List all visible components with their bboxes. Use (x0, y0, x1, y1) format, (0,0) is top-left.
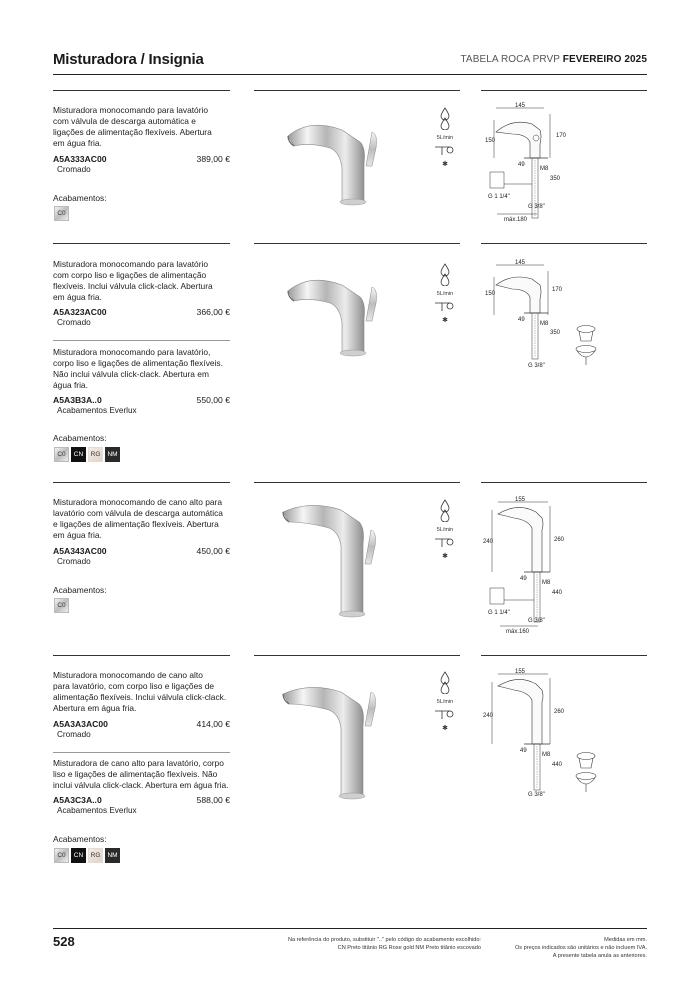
dim-body-diameter: 49 (520, 576, 527, 582)
faucet-image (275, 680, 390, 802)
cold-water-start-icon (430, 297, 460, 325)
product-divider (53, 752, 230, 753)
dim-hose-length: 350 (550, 176, 561, 182)
product-price: 389,00 € (196, 154, 230, 164)
product-finish: Cromado (57, 730, 91, 739)
product-ref: A5A3B3A..0 (53, 395, 102, 405)
dim-height-spout: 240 (482, 713, 494, 719)
water-drop-icon (430, 670, 460, 694)
product-finish: Acabamentos Everlux (57, 806, 137, 815)
dim-body-diameter: 49 (518, 162, 525, 168)
product-ref: A5A3A3AC00 (53, 719, 108, 729)
faucet-image (280, 108, 390, 208)
water-flow-icon-group (430, 498, 460, 566)
dim-spout-length: 155 (514, 497, 526, 503)
product-ref: A5A333AC00 (53, 154, 107, 164)
technical-drawing (482, 496, 602, 636)
dim-height-total: 260 (554, 537, 565, 543)
section-divider (254, 482, 460, 483)
footer-finish-note (221, 936, 481, 952)
finishes-label: Acabamentos: (53, 193, 107, 203)
cold-water-start-icon (430, 141, 460, 169)
dim-hose-length: 440 (552, 590, 563, 596)
dim-thread: M8 (542, 752, 551, 758)
dim-height-spout: 150 (484, 291, 496, 297)
footer-note-line: Medidas em mm. (604, 937, 647, 943)
water-drop-icon (430, 498, 460, 522)
product-price: 550,00 € (196, 395, 230, 405)
faucet-image (275, 498, 390, 620)
product-description: Misturadora monocomando de cano alto para lavatório com válvula de descarga automática e ligações de alimentação flexíveis. Abertura em água fria. (53, 497, 223, 540)
svg-text:✱: ✱ (442, 725, 448, 732)
dim-thread: M8 (542, 580, 551, 586)
footer-note-line: CN Preto titânio RG Rose gold NM Preto titânio escovado (337, 945, 481, 951)
product-ref: A5A3C3A..0 (53, 795, 102, 805)
product-price: 366,00 € (196, 307, 230, 317)
technical-drawing (482, 257, 602, 369)
dim-inlet-thread: G 3/8" (528, 204, 545, 210)
finishes-label: Acabamentos: (53, 834, 107, 844)
section-divider (254, 90, 460, 91)
section-divider (481, 90, 647, 91)
finish-swatch-rg: RG (88, 848, 103, 863)
product-finish: Cromado (57, 165, 91, 174)
water-drop-icon (430, 106, 460, 130)
finish-swatch-c0: C0 (54, 206, 69, 221)
product-finish: Cromado (57, 318, 91, 327)
flow-rate-label: 5L/min (436, 527, 454, 533)
section-divider (53, 90, 230, 91)
page-title: Misturadora / Insignia (53, 51, 204, 68)
dim-body-diameter: 49 (518, 317, 525, 323)
dim-waste-thread: G 1 1/4" (488, 610, 510, 616)
section-divider (53, 655, 230, 656)
product-price: 414,00 € (196, 719, 230, 729)
finishes-label: Acabamentos: (53, 585, 107, 595)
footer-note-line: Na referência do produto, substituir ".." pelo código do acabamento escolhido: (287, 937, 481, 943)
finishes-label: Acabamentos: (53, 433, 107, 443)
product-finish: Acabamentos Everlux (57, 406, 137, 415)
technical-drawing (482, 100, 602, 228)
product-price: 588,00 € (196, 795, 230, 805)
header-catalog-date: FEVEREIRO 2025 (562, 54, 647, 65)
finish-swatch-nm: NM (105, 848, 120, 863)
footer-note-line: A presente tabela anula as anteriores. (552, 953, 647, 959)
dim-waste-thread: G 1 1/4" (488, 194, 510, 200)
dim-spout-length: 145 (514, 103, 526, 109)
dim-spout-length: 145 (514, 260, 526, 266)
product-ref: A5A343AC00 (53, 546, 107, 556)
finish-swatch-rg: RG (88, 447, 103, 462)
dim-height-total: 170 (556, 133, 567, 139)
dim-height-spout: 150 (484, 138, 496, 144)
section-divider (53, 243, 230, 244)
flow-rate-label: 5L/min (436, 135, 454, 141)
dim-max-thickness: máx.180 (504, 217, 528, 223)
dim-body-diameter: 49 (520, 748, 527, 754)
water-drop-icon (430, 262, 460, 286)
finish-swatch-c0: C0 (54, 447, 69, 462)
cold-water-start-icon (430, 533, 460, 561)
svg-text:✱: ✱ (442, 161, 448, 168)
section-divider (481, 243, 647, 244)
section-divider (481, 482, 647, 483)
dim-hose-length: 440 (552, 762, 563, 768)
footer-legal-note (477, 936, 647, 960)
water-flow-icon-group (430, 670, 460, 738)
section-divider (254, 243, 460, 244)
page-number: 528 (53, 934, 75, 949)
water-flow-icon-group (430, 262, 460, 330)
footer-divider (53, 928, 647, 929)
flow-rate-label: 5L/min (436, 699, 454, 705)
product-description: Misturadora monocomando de cano alto para lavatório, com corpo liso e ligações de alimentação flexíveis. Inclui válvula click-clack. Abertura em água fria. (53, 670, 227, 713)
product-finish: Cromado (57, 557, 91, 566)
product-description: Misturadora monocomando para lavatório, corpo liso e ligações de alimentação flexíveis. Não inclui válvula click-clack. Abertura em água fria. (53, 347, 223, 390)
click-clack-valve-drawing (576, 753, 596, 793)
dim-hose-length: 350 (550, 330, 561, 336)
finish-swatch-nm: NM (105, 447, 120, 462)
dim-height-spout: 240 (482, 539, 494, 545)
technical-drawing (482, 668, 602, 800)
dim-inlet-thread: G 3/8" (528, 618, 545, 624)
product-description: Misturadora de cano alto para lavatório, corpo liso e ligações de alimentação flexíveis. Não inclui válvula click-clack. Abertura em água fria. (53, 758, 229, 790)
finish-swatch-cn: CN (71, 848, 86, 863)
dim-height-total: 260 (554, 709, 565, 715)
product-ref: A5A323AC00 (53, 307, 107, 317)
finish-swatch-c0: C0 (54, 598, 69, 613)
faucet-image (280, 265, 390, 360)
product-description: Misturadora monocomando para lavatório com corpo liso e ligações de alimentação flexíveis. Inclui válvula click-clack. Abertura em água fria. (53, 259, 213, 302)
finish-swatch-c0: C0 (54, 848, 69, 863)
dim-max-thickness: máx.160 (506, 629, 530, 635)
section-divider (254, 655, 460, 656)
svg-text:✱: ✱ (442, 553, 448, 560)
finish-swatch-cn: CN (71, 447, 86, 462)
svg-text:✱: ✱ (442, 317, 448, 324)
cold-water-start-icon (430, 705, 460, 733)
footer-note-line: Os preços indicados são unitários e não incluem IVA. (514, 945, 647, 951)
product-description: Misturadora monocomando para lavatório com válvula de descarga automática e ligações de alimentação flexíveis. Abertura em água fria. (53, 105, 212, 148)
header-catalog-prefix: TABELA ROCA PRVP (460, 54, 560, 65)
dim-thread: M8 (540, 321, 549, 327)
product-divider (53, 340, 230, 341)
click-clack-valve-drawing (576, 326, 596, 366)
section-divider (481, 655, 647, 656)
section-divider (53, 482, 230, 483)
dim-thread: M8 (540, 166, 549, 172)
flow-rate-label: 5L/min (436, 291, 454, 297)
product-price: 450,00 € (196, 546, 230, 556)
header-catalog-label (460, 54, 647, 65)
water-flow-icon-group (430, 106, 460, 174)
dim-height-total: 170 (552, 287, 563, 293)
header-divider (53, 74, 647, 75)
dim-inlet-thread: G 3/8" (528, 363, 545, 369)
dim-inlet-thread: G 3/8" (528, 792, 545, 798)
dim-spout-length: 155 (514, 669, 526, 675)
